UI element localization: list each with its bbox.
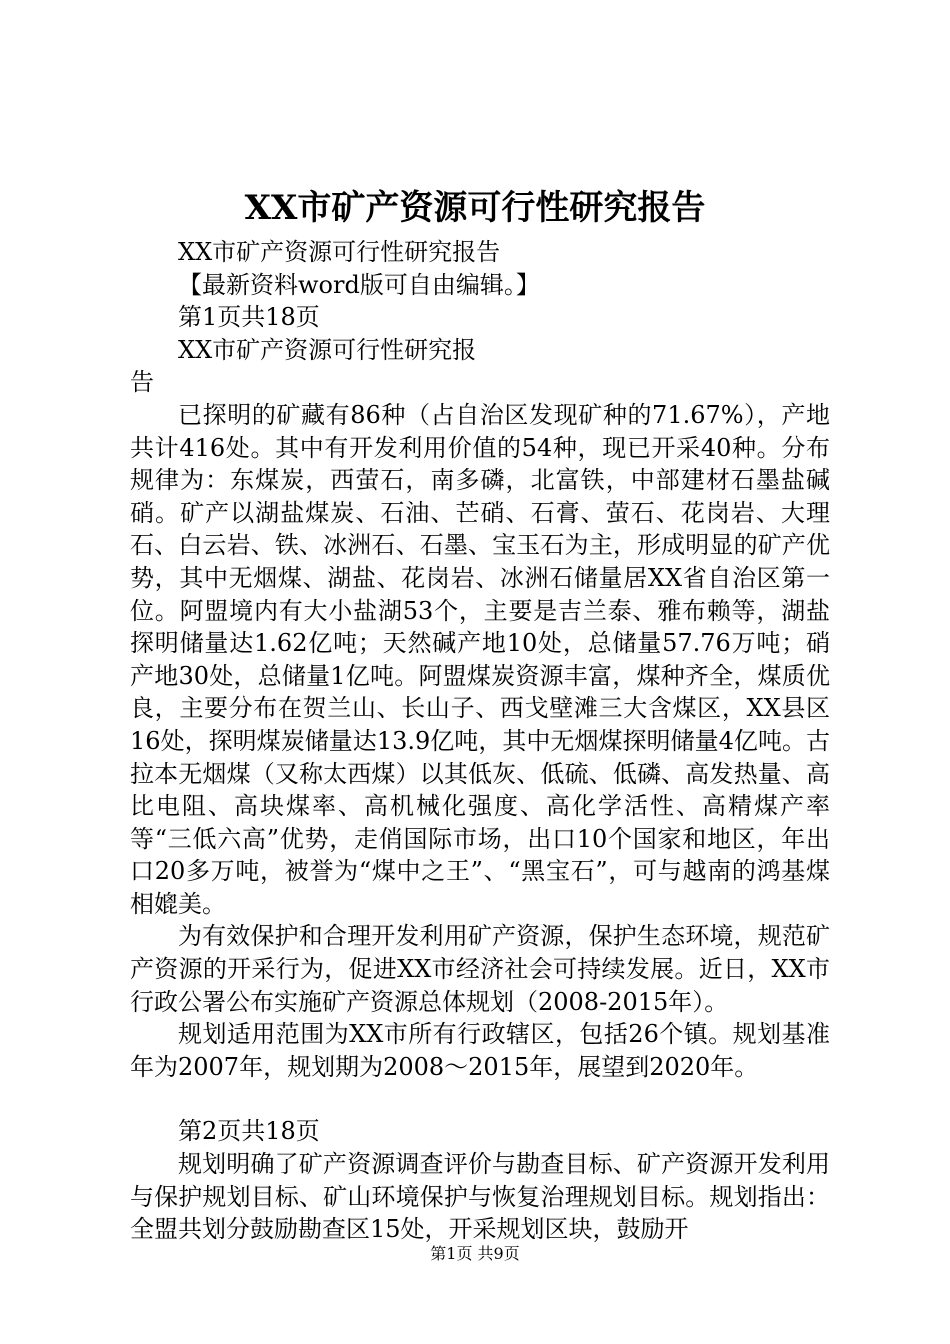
- wrapped-title-line: XX市矿产资源可行性研究报告: [130, 335, 477, 397]
- paragraph-protection-plan: 为有效保护和合理开发利用矿产资源，保护生态环境，规范矿产资源的开采行为，促进XX市经济社会可持续发展。近日，XX市行政公署公布实施矿产资源总体规划（2008-2015年）。: [130, 922, 830, 1016]
- document-title: XX市矿产资源可行性研究报告: [244, 188, 706, 228]
- editable-notice: 【最新资料word版可自由编辑。】: [178, 270, 540, 299]
- page-marker-2: 第2页共18页: [178, 1117, 320, 1146]
- paragraph-plan-scope: 规划适用范围为XX市所有行政辖区，包括26个镇。规划基准年为2007年，规划期为2008～2015年，展望到2020年。: [130, 1020, 830, 1081]
- page-footer: 第1页 共9页: [430, 1244, 520, 1263]
- repeated-title-line: XX市矿产资源可行性研究报告: [178, 238, 501, 266]
- blank-line: [130, 1083, 830, 1115]
- document-body: [130, 236, 830, 1246]
- page-marker-1: 第1页共18页: [178, 303, 320, 332]
- paragraph-mineral-overview: 已探明的矿藏有86种（占自治区发现矿种的71.67%），产地共计416处。其中有开发利用价值的54种，现已开采40种。分布规律为：东煤炭，西萤石，南多磷，北富铁，中部建材石墨盐碱硝。矿产以湖盐煤炭、石油、芒硝、石膏、萤石、花岗岩、大理石、白云岩、铁、冰洲石、石墨、宝玉石为主，形成明显的矿产优势，其中无烟煤、湖盐、花岗岩、冰洲石储量居XX省自治区第一位。阿盟境内有大小盐湖53个，主要是吉兰泰、雅布赖等，湖盐探明储量达1.62亿吨；天然碱产地10处，总储量57.76万吨；硝产地30处，总储量1亿吨。阿盟煤炭资源丰富，煤种齐全，煤质优良，主要分布在贺兰山、长山子、西戈壁滩三大含煤区，XX县区16处，探明煤炭储量达13.9亿吨，其中无烟煤探明储量4亿吨。古拉本无烟煤（又称太西煤）以其低灰、低硫、低磷、高发热量、高比电阻、高块煤率、高机械化强度、高化学活性、高精煤产率等“三低六高”优势，走俏国际市场，出口10个国家和地区，年出口20多万吨，被誉为“煤中之王”、“黑宝石”，可与越南的鸿基煤相媲美。: [130, 400, 830, 918]
- paragraph-plan-goals: 规划明确了矿产资源调查评价与勘查目标、矿产资源开发利用与保护规划目标、矿山环境保护与恢复治理规划目标。规划指出：全盟共划分鼓励勘查区15处，开采规划区块，鼓励开: [130, 1150, 830, 1244]
